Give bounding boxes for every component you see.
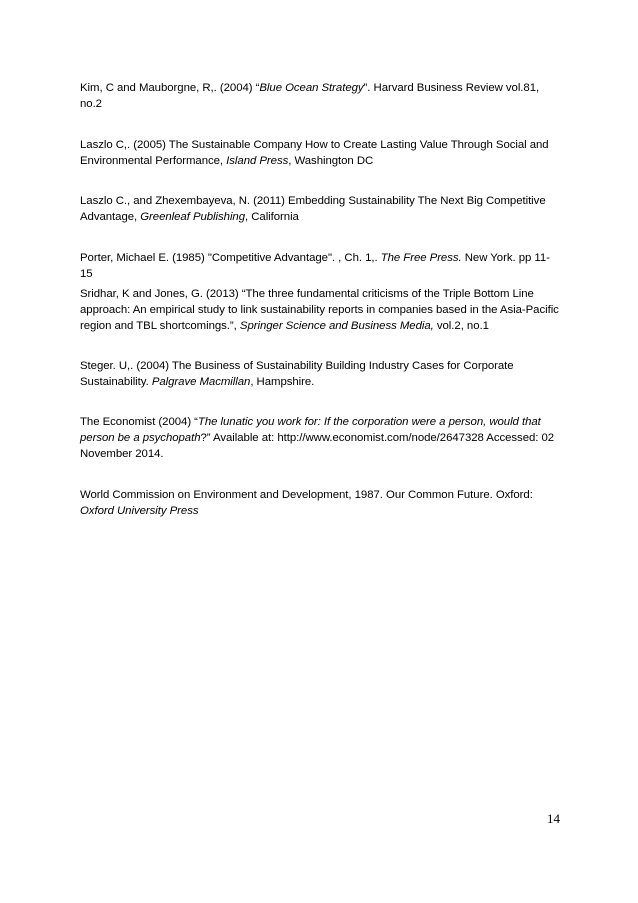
reference-entry <box>80 80 560 112</box>
reference-text: The Economist (2004) “ <box>80 416 198 428</box>
reference-text: Porter, Michael E. (1985) "Competitive Advantage". , Ch. 1,. <box>80 252 381 264</box>
reference-text: ”. Harvard Business Review vol.81, no.2 <box>80 82 540 110</box>
reference-publisher: Greenleaf Publishing <box>140 211 245 223</box>
reference-entry <box>80 487 560 519</box>
reference-publisher: Springer Science and Business Media, <box>239 320 434 332</box>
reference-entry <box>80 193 560 225</box>
reference-publisher: Oxford University Press <box>80 505 199 517</box>
reference-text: Laszlo C,. (2005) The Sustainable Company How to Create Lasting Value Through Social and Environmental Performance, <box>80 139 549 167</box>
reference-entry <box>80 286 560 334</box>
reference-text: vol.2, no.1 <box>433 320 489 332</box>
reference-entry <box>80 137 560 169</box>
reference-title: Blue Ocean Strategy <box>259 82 364 94</box>
reference-text: New York. pp 11-15 <box>80 252 550 280</box>
page-number: 14 <box>547 811 560 826</box>
reference-entry <box>80 414 560 462</box>
reference-publisher: Palgrave Macmillan <box>151 376 251 388</box>
reference-title: The lunatic you work for: If the corporation were a person, would that person be a psychopath <box>80 416 541 444</box>
reference-text: , California <box>245 211 299 223</box>
reference-text: Laszlo C., and Zhexembayeva, N. (2011) Embedding Sustainability The Next Big Competitive Advantage, <box>80 195 546 223</box>
reference-text: Kim, C and Mauborgne, R,. (2004) “ <box>80 82 260 94</box>
reference-text: , Washington DC <box>288 155 374 167</box>
reference-publisher: Island Press <box>226 155 289 167</box>
reference-text: ?” Available at: http://www.economist.com/node/2647328 Accessed: 02 November 2014. <box>80 432 555 460</box>
reference-publisher: The Free Press. <box>380 252 462 264</box>
reference-text: Sridhar, K and Jones, G. (2013) “The three fundamental criticisms of the Triple Bottom Line approach: An empirical study to link sustainability reports in companies based in the Asia-Pacific region and TBL shortcomings.”, <box>80 288 559 332</box>
reference-entry <box>80 358 560 390</box>
reference-text: , Hampshire. <box>250 376 315 388</box>
reference-text: Steger. U,. (2004) The Business of Sustainability Building Industry Cases for Corporate Sustainability. <box>80 360 514 388</box>
reference-entry <box>80 250 560 282</box>
reference-text: World Commission on Environment and Development, 1987. Our Common Future. Oxford: <box>80 489 533 501</box>
